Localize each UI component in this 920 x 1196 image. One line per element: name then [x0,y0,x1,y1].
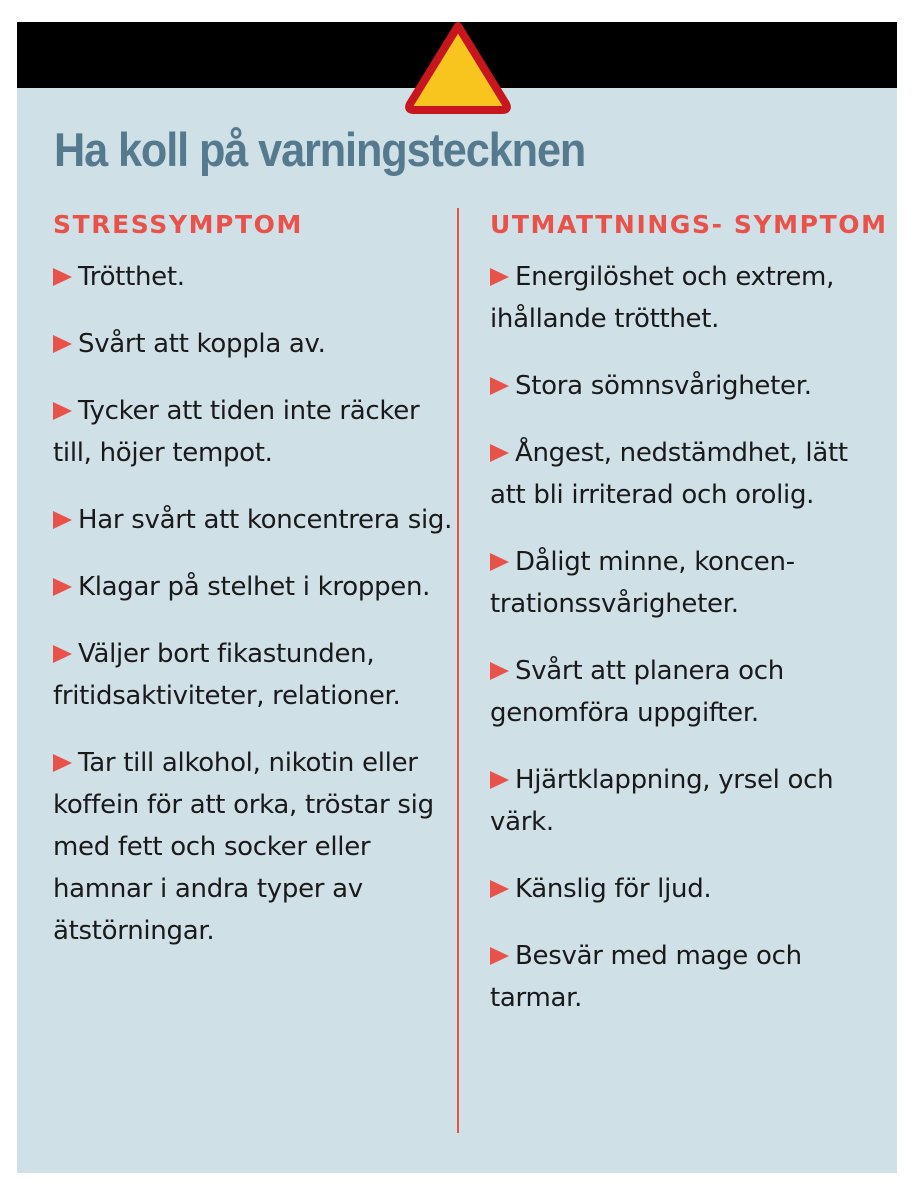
triangle-right-icon [53,402,72,420]
list-item: Tar till alkohol, nikotin eller koffein för att orka, tröstar sig med fett och socker eller hamnar i andra typer av ätstörningar. [53,748,434,946]
exhaustion-symptoms-column [490,206,890,1044]
list-item: Väljer bort fikastunden, fritidsaktiviteter, relationer. [53,639,401,711]
triangle-right-icon [490,553,509,571]
warning-triangle-icon [404,20,512,116]
list-item: Stora sömnsvårigheter. [490,365,890,407]
list-item: Svårt att koppla av. [53,323,453,365]
stress-symptoms-heading: STRESSYMPTOM [53,210,303,239]
triangle-right-icon [53,511,72,529]
triangle-right-icon [53,754,72,772]
triangle-right-icon [490,771,509,789]
list-item: Tycker att tiden inte räcker till, höjer tempot. [53,396,420,468]
list-item: Energilöshet och extrem, ihållande trötthet. [490,262,835,334]
triangle-right-icon [490,444,509,462]
infobox-title: Ha koll på varningstecknen [54,123,586,176]
triangle-right-icon [53,578,72,596]
triangle-right-icon [53,268,72,286]
list-item: Har svårt att koncentrera sig. [53,499,453,541]
triangle-right-icon [490,947,509,965]
triangle-right-icon [490,377,509,395]
list-item: Klagar på stelhet i kroppen. [53,566,453,608]
exhaustion-symptoms-heading: UTMATTNINGS- SYMPTOM [490,210,888,239]
list-item: Dåligt minne, koncentrationssvårigheter. [490,547,796,619]
list-item: Trötthet. [53,256,453,298]
list-item: Besvär med mage och tarmar. [490,941,802,1013]
triangle-right-icon [53,645,72,663]
triangle-right-icon [53,335,72,353]
column-divider [457,208,459,1133]
list-item: Känslig för ljud. [490,868,890,910]
list-item: Ångest, nedstämdhet, lätt att bli irriterad och orolig. [490,438,848,510]
list-item: Hjärtklappning, yrsel och värk. [490,765,834,837]
warning-signs-infobox [17,22,897,1173]
stress-symptoms-column [53,206,453,977]
list-item: Svårt att planera och genomföra uppgifter. [490,656,784,728]
triangle-right-icon [490,880,509,898]
triangle-right-icon [490,268,509,286]
triangle-right-icon [490,662,509,680]
